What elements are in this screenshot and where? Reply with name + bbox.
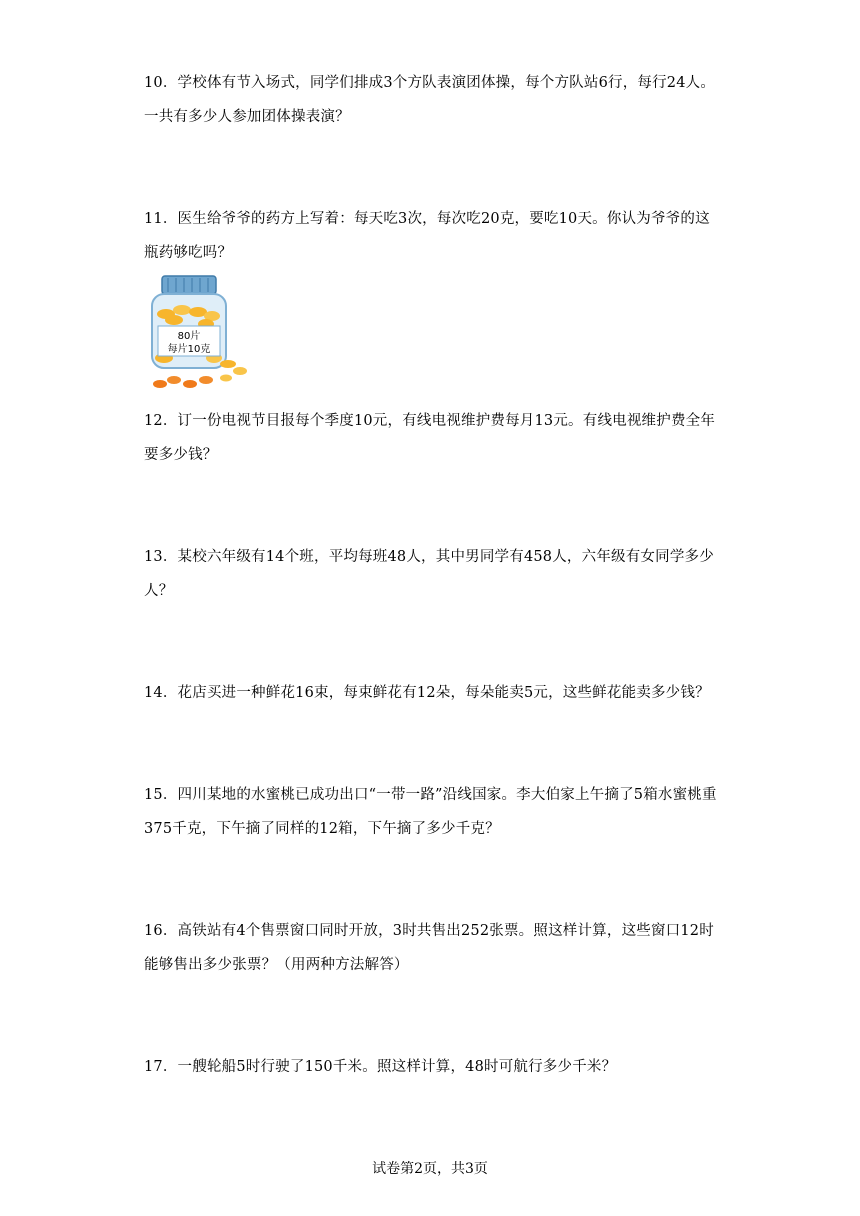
question-14 bbox=[144, 676, 720, 710]
medicine-bottle-icon bbox=[144, 272, 254, 394]
question-text: 11．医生给爷爷的药方上写着：每天吃3次，每次吃20克，要吃10天。你认为爷爷的这瓶药够吃吗？ bbox=[144, 211, 710, 261]
question-11 bbox=[144, 202, 720, 270]
question-16 bbox=[144, 914, 720, 982]
question-text: 10．学校体有节入场式，同学们排成3个方队表演团体操，每个方队站6行，每行24人。一共有多少人参加团体操表演？ bbox=[144, 75, 716, 125]
question-text: 17．一艘轮船5时行驶了150千米。照这样计算，48时可航行多少千米？ bbox=[144, 1059, 617, 1075]
question-text: 15．四川某地的水蜜桃已成功出口“一带一路”沿线国家。李大伯家上午摘了5箱水蜜桃重375千克，下午摘了同样的12箱，下午摘了多少千克？ bbox=[144, 787, 717, 837]
question-13 bbox=[144, 540, 720, 608]
question-15 bbox=[144, 778, 720, 846]
question-text: 16．高铁站有4个售票窗口同时开放，3时共售出252张票。照这样计算，这些窗口12时能够售出多少张票？（用两种方法解答） bbox=[144, 923, 714, 973]
question-text: 12．订一份电视节目报每个季度10元，有线电视维护费每月13元。有线电视维护费全年要多少钱？ bbox=[144, 413, 716, 463]
bottle-label-line1: 80片 bbox=[177, 331, 201, 342]
bottle-label-line2: 每片10克 bbox=[167, 344, 211, 355]
question-12 bbox=[144, 404, 720, 472]
page-footer: 试卷第2页，共3页 bbox=[372, 1161, 488, 1177]
question-10 bbox=[144, 66, 720, 134]
question-text: 13．某校六年级有14个班，平均每班48人，其中男同学有458人，六年级有女同学多少人？ bbox=[144, 549, 714, 599]
question-text: 14．花店买进一种鲜花16束，每束鲜花有12朵，每朵能卖5元，这些鲜花能卖多少钱？ bbox=[144, 685, 710, 701]
question-17 bbox=[144, 1050, 720, 1084]
